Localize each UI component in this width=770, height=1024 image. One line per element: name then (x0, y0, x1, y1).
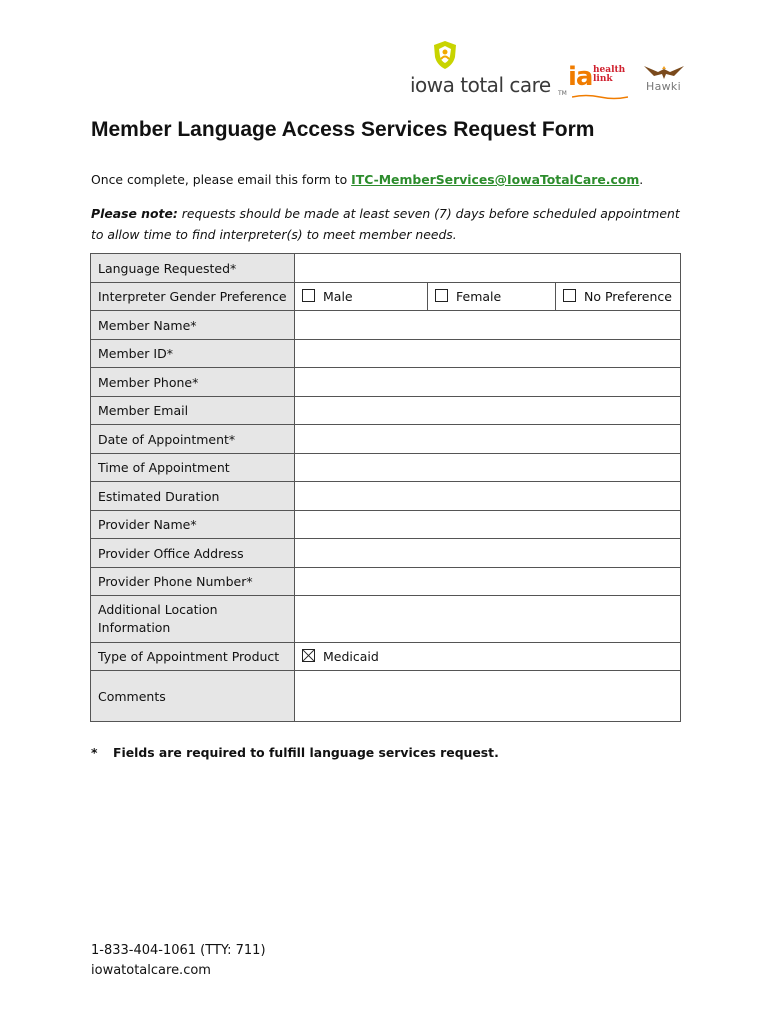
page-title: Member Language Access Services Request Form (91, 118, 595, 141)
ihl-line1: health (593, 65, 626, 75)
field-member-email[interactable] (295, 397, 681, 425)
hawk-icon (644, 62, 684, 80)
label-provider-phone: Provider Phone Number* (91, 568, 295, 596)
shield-icon (432, 40, 458, 70)
option-medicaid[interactable] (295, 643, 681, 671)
no-preference-checkbox[interactable] (563, 289, 576, 302)
intro-end: . (639, 172, 644, 187)
option-no-preference-label: No Preference (584, 289, 672, 304)
note-label: Please note: (91, 206, 178, 221)
label-language-requested: Language Requested* (91, 254, 295, 283)
iowa-total-care-logo (410, 40, 567, 100)
female-checkbox[interactable] (435, 289, 448, 302)
label-member-id: Member ID* (91, 340, 295, 368)
label-gender-preference: Interpreter Gender Preference (91, 283, 295, 311)
trademark-mark: TM (558, 90, 567, 97)
label-member-phone: Member Phone* (91, 368, 295, 397)
footer-phone: 1-833-404-1061 (TTY: 711) (91, 943, 266, 958)
swoosh-icon (572, 94, 628, 100)
label-date-of-appointment: Date of Appointment* (91, 425, 295, 454)
option-medicaid-label: Medicaid (323, 649, 379, 664)
request-form-table (90, 253, 681, 722)
label-provider-name: Provider Name* (91, 511, 295, 539)
option-male-label: Male (323, 289, 353, 304)
field-member-name[interactable] (295, 311, 681, 340)
medicaid-checkbox[interactable] (302, 649, 315, 662)
ihl-ia-text: ia (568, 62, 593, 92)
field-comments[interactable] (295, 671, 681, 722)
label-time-of-appointment: Time of Appointment (91, 454, 295, 482)
footer (91, 941, 266, 981)
ihl-health-link-text (593, 66, 625, 84)
note-text (91, 203, 691, 245)
field-estimated-duration[interactable] (295, 482, 681, 511)
label-member-name: Member Name* (91, 311, 295, 340)
hawki-text: Hawki (646, 80, 681, 93)
required-fields-note (91, 745, 499, 760)
intro-text (91, 172, 643, 187)
field-date-of-appointment[interactable] (295, 425, 681, 454)
iowa-health-link-logo (568, 62, 632, 102)
email-link[interactable]: ITC-MemberServices@IowaTotalCare.com (351, 172, 640, 187)
field-language-requested[interactable] (295, 254, 681, 283)
field-provider-phone[interactable] (295, 568, 681, 596)
required-fields-text: Fields are required to fulfill language services request. (113, 745, 499, 760)
hawki-logo (644, 62, 688, 102)
note-body: requests should be made at least seven (7) days before scheduled appointment to allow time to find interpreter(s) to meet member needs. (91, 206, 680, 242)
asterisk: * (91, 745, 98, 760)
header-logos (400, 40, 700, 110)
field-provider-name[interactable] (295, 511, 681, 539)
option-female[interactable] (428, 283, 556, 311)
label-member-email: Member Email (91, 397, 295, 425)
option-no-preference[interactable] (556, 283, 681, 311)
male-checkbox[interactable] (302, 289, 315, 302)
footer-website: iowatotalcare.com (91, 963, 211, 978)
field-provider-office-address[interactable] (295, 539, 681, 568)
field-additional-location[interactable] (295, 596, 681, 643)
field-member-phone[interactable] (295, 368, 681, 397)
label-provider-office-address: Provider Office Address (91, 539, 295, 568)
option-male[interactable] (295, 283, 428, 311)
option-female-label: Female (456, 289, 502, 304)
label-additional-location: Additional Location Information (91, 596, 295, 643)
label-estimated-duration: Estimated Duration (91, 482, 295, 511)
field-time-of-appointment[interactable] (295, 454, 681, 482)
ihl-line2: link (593, 74, 613, 84)
intro-lead: Once complete, please email this form to (91, 172, 352, 187)
label-appointment-product: Type of Appointment Product (91, 643, 295, 671)
field-member-id[interactable] (295, 340, 681, 368)
label-comments: Comments (91, 671, 295, 722)
itc-brand-text: iowa total care (410, 73, 551, 97)
